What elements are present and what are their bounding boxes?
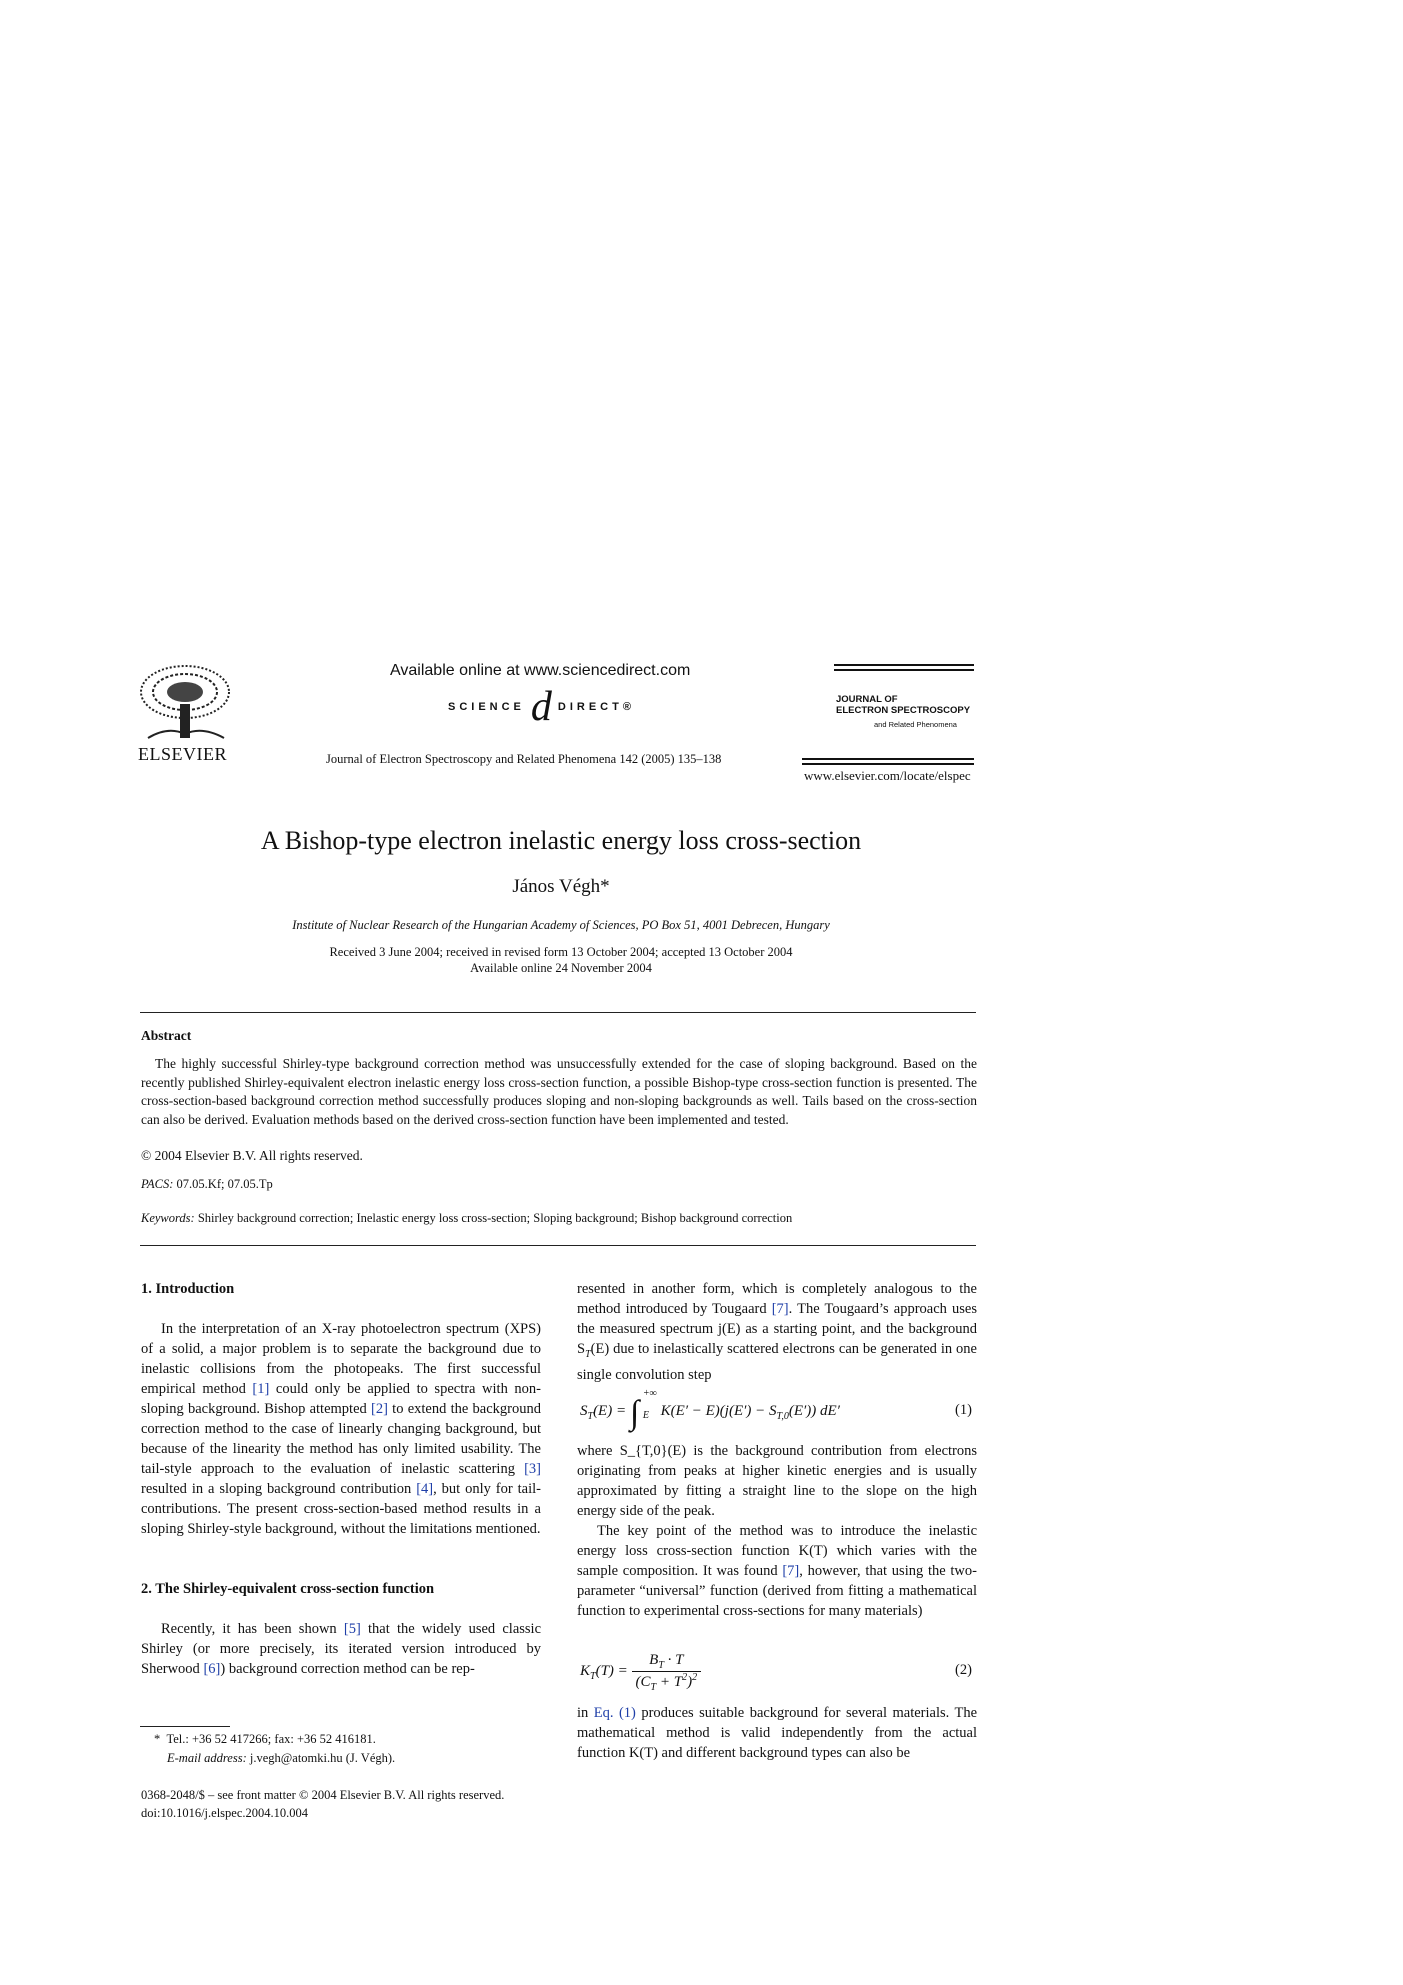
ref-3-link[interactable]: [3] — [524, 1461, 541, 1477]
rule-top-abstract — [140, 1012, 976, 1013]
pacs-codes: 07.05.Kf; 07.05.Tp — [176, 1177, 273, 1191]
pacs-label: PACS: — [141, 1177, 174, 1191]
ref-2-link[interactable]: [2] — [371, 1401, 388, 1417]
eq-1-link[interactable]: Eq. (1) — [593, 1705, 636, 1721]
keywords — [141, 1211, 792, 1226]
footnote-tel: * Tel.: +36 52 417266; fax: +36 52 416181. — [154, 1732, 376, 1746]
right-paragraph-1: resented in another form, which is completely analogous to the method introduced by Tougaard [7]. The Tougaard’s approach uses the measured spectrum j(E) as a starting point, and the background $S_T(E)$ due to inelastically scattered electrons can be generated in one single convolution step — [577, 1281, 977, 1383]
sciencedirect-at: d — [530, 684, 552, 730]
right-paragraph-2: where S_{T,0}(E) is the background contribution from electrons originating from peaks at higher kinetic energies and is usually approximated by fitting a straight line to the slope on the high energy side of the peak. — [577, 1443, 977, 1519]
abstract-text: The highly successful Shirley-type background correction method was unsuccessfully extended for the case of sloping background. Based on the recently published Shirley-equivalent electron inelastic energy loss cross-section function, a possible Bishop-type cross-section function is presented. The cross-section-based background correction method successfully produces sloping and non-sloping backgrounds as well. Tails based on the cross-section can also be derived. Evaluation methods based on the derived cross-section function have been implemented and tested. — [141, 1056, 977, 1127]
ref-5-link[interactable]: [5] — [343, 1621, 361, 1637]
publisher-name: ELSEVIER — [138, 744, 227, 764]
pacs — [141, 1177, 273, 1192]
equation-1-number: (1) — [955, 1402, 972, 1418]
affiliation: Institute of Nuclear Research of the Hungarian Academy of Sciences, PO Box 51, 4001 Debrecen, Hungary — [292, 918, 830, 932]
rule-bottom-abstract — [140, 1245, 976, 1246]
journal-rules-top — [834, 664, 974, 674]
journal-rules-bottom — [802, 758, 974, 768]
equation-1: $S_T(E)$ = ∫ +∞ E $K(E' - E)(j(E') - S_{T,0}(E'))$ dE′ — [580, 1388, 840, 1432]
sciencedirect-left: SCIENCE — [448, 701, 525, 713]
footnote-rule — [140, 1726, 230, 1727]
ref-7b-link[interactable]: [7] — [782, 1563, 800, 1579]
ref-6-link[interactable]: [6] — [203, 1661, 221, 1677]
ref-1-link[interactable]: [1] — [252, 1381, 270, 1397]
right-column — [577, 1279, 977, 1385]
ref-7-link[interactable]: [7] — [771, 1301, 789, 1317]
available-online[interactable]: Available online at www.sciencedirect.com — [390, 662, 691, 679]
right-paragraph-4: in Eq. (1) produces suitable background for several materials. The mathematical method is valid independently from the actual function K(T) and different background types can also be — [577, 1705, 977, 1761]
right-column-end — [577, 1703, 977, 1763]
journal-reference: Journal of Electron Spectroscopy and Related Phenomena 142 (2005) 135–138 — [326, 752, 722, 766]
journal-title-line1: JOURNAL OF — [836, 694, 898, 705]
keywords-list: Shirley background correction; Inelastic energy loss cross-section; Sloping background; Bishop background correction — [197, 1211, 793, 1225]
journal-subtitle: and Related Phenomena — [874, 720, 957, 729]
dates — [0, 944, 1122, 976]
equation-2-number: (2) — [955, 1662, 972, 1678]
equation-2: $K_T(T)$ = $\frac{B_T \cdot T}{(C_T + T^2)^2}$ — [580, 1652, 701, 1693]
received-dates: Received 3 June 2004; received in revised form 13 October 2004; accepted 13 October 2004 — [329, 945, 793, 959]
section2-paragraph: Recently, it has been shown [5] that the widely used classic Shirley (or more precisely, its iterated version introduced by Sherwood [6]) background correction method can be rep- — [141, 1621, 542, 1677]
abstract-copyright: © 2004 Elsevier B.V. All rights reserved. — [141, 1148, 363, 1163]
ref-4-link[interactable]: [4] — [416, 1481, 434, 1497]
left-column — [141, 1279, 541, 1679]
doi[interactable]: doi:10.1016/j.elspec.2004.10.004 — [141, 1806, 308, 1820]
right-paragraph-3: The key point of the method was to introduce the inelastic energy loss cross-section function K(T) which varies with the sample composition. It was found [7], however, that using the two-parameter “universal” function (derived from fitting a mathematical function to experimental cross-sections for many materials) — [577, 1523, 977, 1619]
front-matter: 0368-2048/$ – see front matter © 2004 Elsevier B.V. All rights reserved. — [141, 1788, 505, 1802]
sciencedirect-logo[interactable] — [448, 684, 635, 730]
footnote-email: E-mail address: j.vegh@atomki.hu (J. Végh). — [167, 1751, 396, 1765]
keywords-label: Keywords: — [141, 1211, 195, 1225]
sciencedirect-right: DIRECT® — [557, 701, 635, 713]
email-link[interactable]: j.vegh@atomki.hu (J. Végh). — [249, 1751, 396, 1765]
author: János Végh* — [512, 876, 610, 897]
section1-paragraph: In the interpretation of an X-ray photoelectron spectrum (XPS) of a solid, a major problem is to separate the background due to inelastic collisions from the photopeaks. The first successful empirical method [1] could only be applied to spectra with non-sloping background. Bishop attempted [2] to extend the background correction method to the case of linearly changing background, but because of the linearity the method has only limited usability. The tail-style approach to the evaluation of inelastic scattering [3] resulted in a sloping background contribution [4], but only for tail-contributions. The present cross-section-based method results in a sloping Shirley-style background, without the limitations mentioned. — [141, 1321, 541, 1537]
journal-url[interactable]: www.elsevier.com/locate/elspec — [804, 768, 971, 783]
available-date: Available online 24 November 2004 — [470, 961, 652, 975]
journal-title — [836, 694, 970, 716]
article-title: A Bishop-type electron inelastic energy loss cross-section — [260, 826, 862, 855]
section2-heading: 2. The Shirley-equivalent cross-section function — [141, 1581, 435, 1597]
abstract-heading: Abstract — [141, 1028, 192, 1043]
journal-title-line2: ELECTRON SPECTROSCOPY — [836, 705, 971, 716]
right-column-cont — [577, 1441, 977, 1621]
elsevier-tree-logo — [138, 664, 232, 740]
section1-heading: 1. Introduction — [141, 1281, 235, 1297]
